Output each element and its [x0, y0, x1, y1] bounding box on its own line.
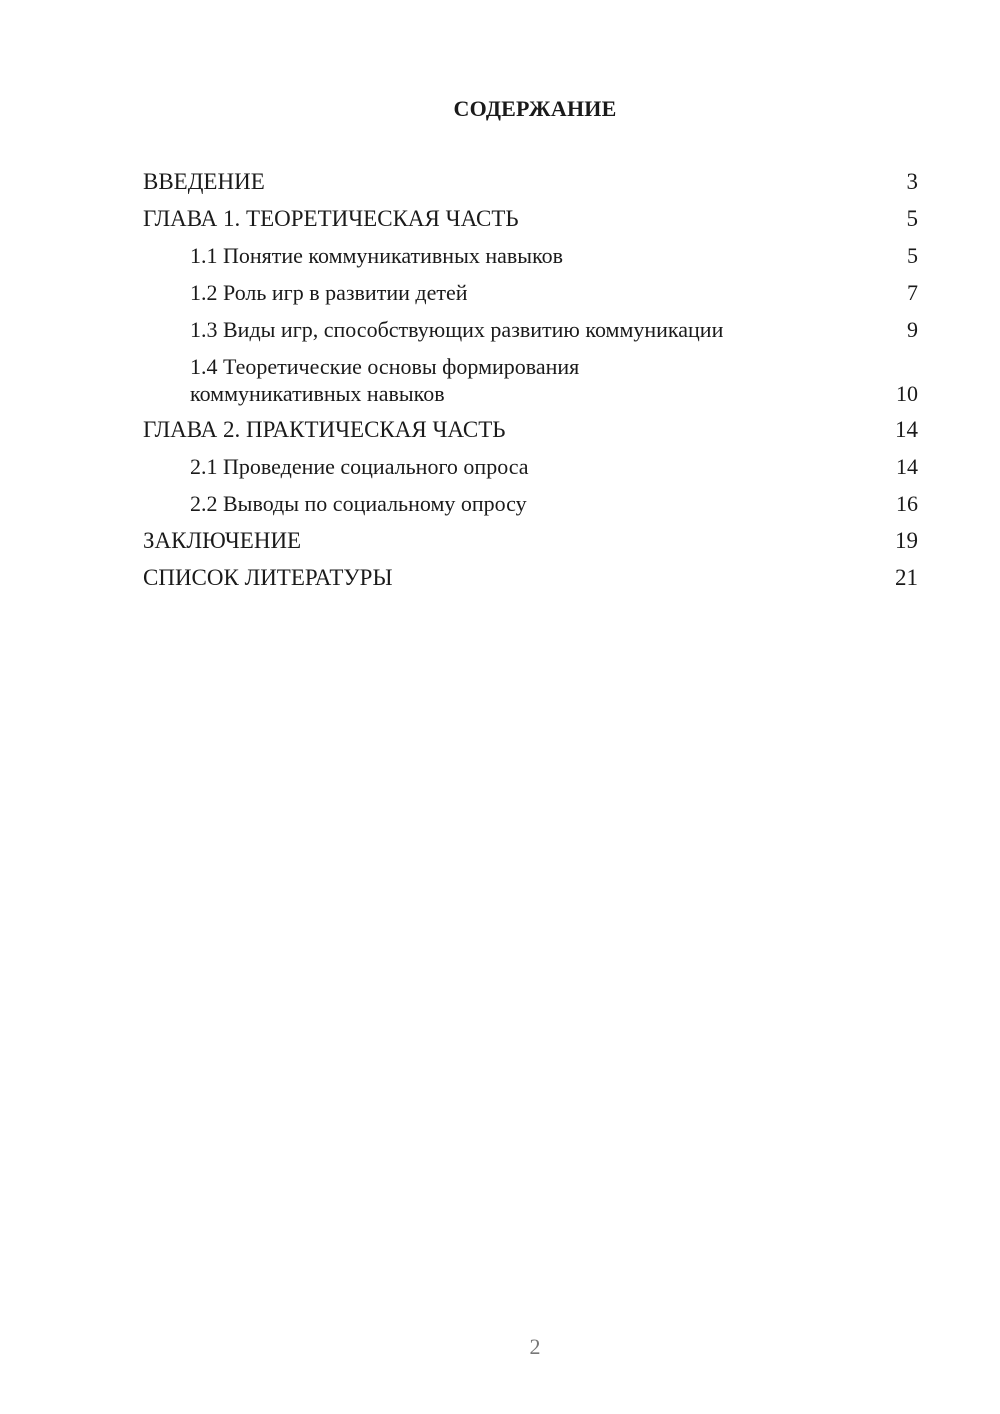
toc-entry-page: 7 — [907, 280, 918, 305]
toc-entry-section-1-2[interactable] — [143, 279, 918, 307]
toc-entry-label: 2.1 Проведение социального опроса — [190, 454, 529, 479]
toc-entry-page: 5 — [906, 206, 918, 231]
toc-entry-label: ГЛАВА 1. ТЕОРЕТИЧЕСКАЯ ЧАСТЬ — [143, 206, 519, 231]
toc-entry-page: 5 — [907, 243, 918, 268]
toc-entry-page: 19 — [895, 528, 918, 553]
toc-entry-label: 1.4 Теоретические основы формирования коммуникативных навыков — [190, 354, 580, 406]
page-number: 2 — [529, 1334, 541, 1359]
toc-entry-chapter-1[interactable] — [143, 205, 918, 233]
toc-entry-page: 21 — [895, 565, 918, 590]
toc-entry-page: 14 — [895, 417, 918, 442]
toc-entry-introduction[interactable] — [143, 168, 918, 196]
toc-entry-conclusion[interactable] — [143, 527, 918, 555]
toc-entry-label: 1.2 Роль игр в развитии детей — [190, 280, 468, 305]
toc-entry-label: СПИСОК ЛИТЕРАТУРЫ — [143, 565, 393, 590]
toc-entry-label: ГЛАВА 2. ПРАКТИЧЕСКАЯ ЧАСТЬ — [143, 417, 506, 442]
toc-entry-label: 2.2 Выводы по социальному опросу — [190, 491, 527, 516]
toc-entry-section-1-1[interactable] — [143, 242, 918, 270]
toc-entry-label: 1.1 Понятие коммуникативных навыков — [190, 243, 564, 268]
toc-entry-chapter-2[interactable] — [143, 416, 918, 444]
toc-entry-label: ЗАКЛЮЧЕНИЕ — [143, 528, 302, 553]
toc-entry-label: 1.3 Виды игр, способствующих развитию коммуникации — [190, 317, 724, 342]
table-of-contents — [143, 168, 918, 601]
toc-entry-section-1-4[interactable] — [143, 353, 918, 407]
toc-entry-page: 3 — [906, 169, 918, 194]
toc-entry-section-1-3[interactable] — [143, 316, 918, 344]
toc-entry-section-2-1[interactable] — [143, 453, 918, 481]
page-title: СОДЕРЖАНИЕ — [453, 96, 617, 121]
toc-entry-section-2-2[interactable] — [143, 490, 918, 518]
toc-entry-page: 16 — [896, 491, 918, 516]
toc-entry-page: 14 — [896, 454, 918, 479]
toc-entry-references[interactable] — [143, 564, 918, 592]
toc-entry-page: 10 — [896, 381, 918, 406]
toc-entry-label: ВВЕДЕНИЕ — [143, 169, 265, 194]
toc-entry-page: 9 — [907, 317, 918, 342]
